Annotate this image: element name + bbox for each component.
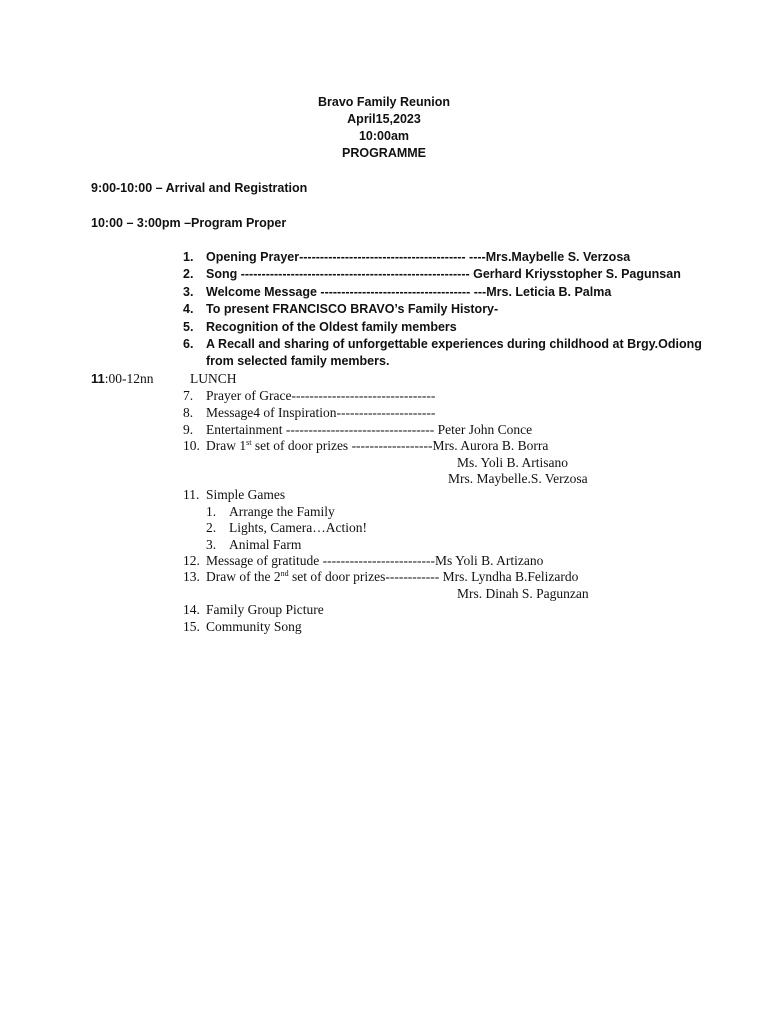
list-item: Song ------------------------------------------------------- Gerhard Kriysstopher S. Pagunsan — [206, 267, 681, 281]
sub-list-item: Lights, Camera…Action! — [229, 520, 367, 535]
event-time: 10:00am — [358, 129, 410, 143]
list-item-continuation: from selected family members. — [206, 354, 390, 368]
list-item-number: 8. — [183, 405, 194, 420]
list-item-number: 15. — [183, 619, 200, 634]
list-item-number: 7. — [183, 388, 194, 403]
sub-list-item: Animal Farm — [229, 537, 302, 552]
list-item: A Recall and sharing of unforgettable experiences during childhood at Brgy.Odiong — [206, 337, 702, 351]
list-item: Family Group Picture — [206, 602, 324, 617]
list-item-number: 13. — [183, 569, 200, 584]
lunch-time-rest: :00-12nn — [104, 371, 154, 386]
list-item-number: 1. — [183, 250, 194, 264]
list-item — [206, 437, 548, 454]
program-proper-line: 10:00 – 3:00pm –Program Proper — [91, 216, 287, 230]
list-item: Welcome Message ------------------------------------ ---Mrs. Leticia B. Palma — [206, 285, 612, 299]
door-prize-presenter: Mrs. Maybelle.S. Verzosa — [448, 471, 588, 486]
list-item-text: set of door prizes------------ Mrs. Lyndha B.Felizardo — [288, 569, 579, 584]
list-item-text: Draw of the 2 — [206, 569, 281, 584]
sub-list-item-number: 1. — [206, 504, 217, 519]
list-item-number: 4. — [183, 302, 194, 316]
list-item: Simple Games — [206, 487, 286, 502]
list-item-number: 3. — [183, 285, 194, 299]
door-prize-presenter: Mrs. Dinah S. Pagunzan — [457, 586, 589, 601]
list-item — [206, 568, 578, 585]
list-item-number: 6. — [183, 337, 194, 351]
door-prize-presenter: Ms. Yoli B. Artisano — [457, 455, 569, 470]
list-item: Recognition of the Oldest family members — [206, 320, 457, 334]
list-item-text: set of door prizes ------------------Mrs. Aurora B. Borra — [251, 438, 549, 453]
lunch-time-hour: 11 — [91, 371, 105, 386]
list-item: Prayer of Grace-------------------------------- — [206, 388, 436, 403]
list-item-number: 11. — [183, 487, 200, 502]
lunch-time — [91, 370, 154, 387]
list-item: Entertainment --------------------------------- Peter John Conce — [206, 422, 533, 437]
lunch-label: LUNCH — [190, 371, 237, 386]
list-item-number: 14. — [183, 602, 200, 617]
document-title: Bravo Family Reunion — [318, 95, 450, 109]
list-item: Opening Prayer---------------------------------------- ----Mrs.Maybelle S. Verzosa — [206, 250, 631, 264]
ordinal-suffix: nd — [280, 569, 289, 578]
list-item: To present FRANCISCO BRAVO’s Family History- — [206, 302, 499, 316]
ordinal-suffix: st — [246, 438, 252, 447]
list-item: Community Song — [206, 619, 302, 634]
list-item-number: 12. — [183, 553, 200, 568]
arrival-line: 9:00-10:00 – Arrival and Registration — [91, 181, 308, 195]
list-item-number: 5. — [183, 320, 194, 334]
list-item: Message4 of Inspiration---------------------- — [206, 405, 436, 420]
list-item-number: 2. — [183, 267, 194, 281]
sub-list-item: Arrange the Family — [229, 504, 335, 519]
sub-list-item-number: 2. — [206, 520, 217, 535]
sub-list-item-number: 3. — [206, 537, 217, 552]
list-item: Message of gratitude -------------------------Ms Yoli B. Artizano — [206, 553, 544, 568]
list-item-number: 10. — [183, 438, 200, 453]
list-item-number: 9. — [183, 422, 194, 437]
list-item-text: Draw 1 — [206, 438, 247, 453]
event-date: April15,2023 — [347, 112, 421, 126]
programme-heading: PROGRAMME — [341, 146, 427, 160]
